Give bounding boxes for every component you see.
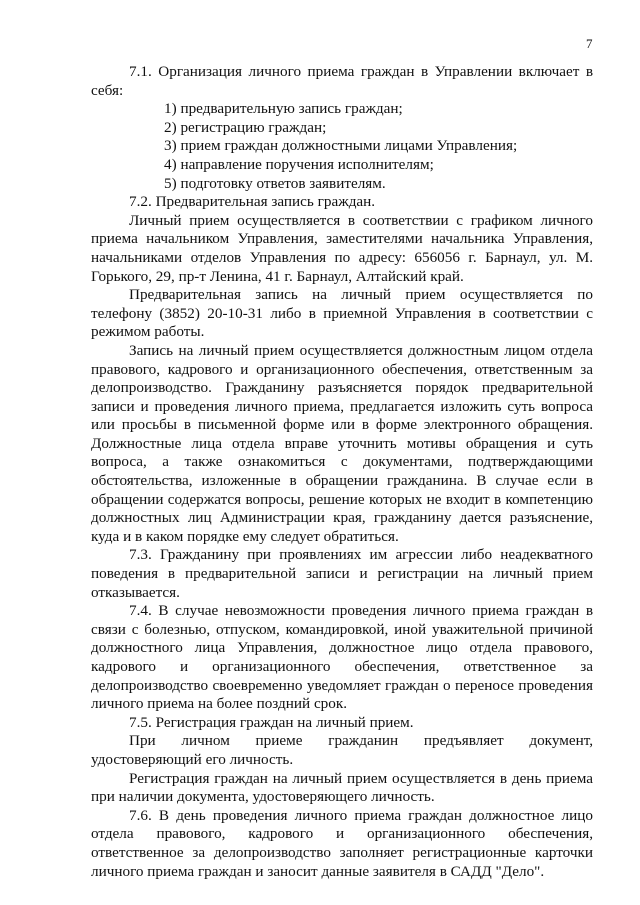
heading-7-5: 7.5. Регистрация граждан на личный прием. [129, 713, 414, 731]
paragraph-registration-day: Регистрация граждан на личный прием осуществляется в день приема при наличии документа, удостоверяющего личность. [91, 769, 593, 806]
paragraph-phone: Предварительная запись на личный прием осуществляется по телефону (3852) 20-10-31 либо в приемной Управления в соответствии с режимом работы. [91, 286, 593, 341]
list-item: 4) направление поручения исполнителям; [164, 155, 434, 173]
paragraph-7-1: 7.1. Организация личного приема граждан в Управлении включает в себя: [91, 63, 593, 99]
paragraph-7-6: 7.6. В день проведения личного приема граждан должностное лицо отдела правового, кадрового и организационного обеспечения, ответственное за делопроизводство заполняет регистрационные карточки личного приема граждан и заносит данные заявителя в САДД "Дело". [91, 806, 593, 880]
list-item: 5) подготовку ответов заявителям. [164, 174, 386, 192]
paragraph-registration-procedure: Запись на личный прием осуществляется должностным лицом отдела правового, кадрового и организационного обеспечения, ответственным за делопроизводство. Гражданину разъясняется порядок предварительной записи и проведения личного приема, предлагается изложить суть вопроса или просьбы в письменной форме или в форме электронного обращения. Должностные лица отдела вправе уточнить мотивы обращения и суть вопроса, а также ознакомиться с документами, подтверждающими обстоятельства, изложенные в обращении гражданина. В случае если в обращении содержатся вопросы, решение которых не входит в компетенцию должностных лиц Администрации края, гражданину дается разъяснение, куда и в каком порядке ему следует обратиться. [91, 341, 593, 545]
paragraph-identity: При личном приеме гражданин предъявляет документ, удостоверяющий его личность. [91, 732, 593, 768]
list-item: 1) предварительную запись граждан; [164, 100, 403, 118]
document-body [91, 63, 593, 881]
list-item: 2) регистрацию граждан; [164, 118, 327, 136]
list-item: 3) прием граждан должностными лицами Управления; [164, 137, 518, 155]
page-number: 7 [586, 36, 593, 51]
heading-7-2: 7.2. Предварительная запись граждан. [129, 193, 376, 211]
paragraph-7-4: 7.4. В случае невозможности проведения личного приема граждан в связи с болезнью, отпуском, командировкой, иной уважительной причиной должностного лица Управления, должностное лицо отдела правового, кадрового и организационного обеспечения, ответственное за делопроизводство своевременно уведомляет граждан о переносе проведения личного приема на более поздний срок. [91, 602, 593, 713]
paragraph-7-3: 7.3. Гражданину при проявлениях им агрессии либо неадекватного поведения в предварительной записи и регистрации на личный прием отказывается. [91, 546, 593, 601]
paragraph-schedule: Личный прием осуществляется в соответствии с графиком личного приема начальником Управления, заместителями начальника Управления, начальниками отделов Управления по адресу: 656056 г. Барнаул, ул. М. Горького, 29, пр-т Ленина, 41 г. Барнаул, Алтайский край. [91, 211, 593, 285]
organization-list [91, 100, 593, 193]
